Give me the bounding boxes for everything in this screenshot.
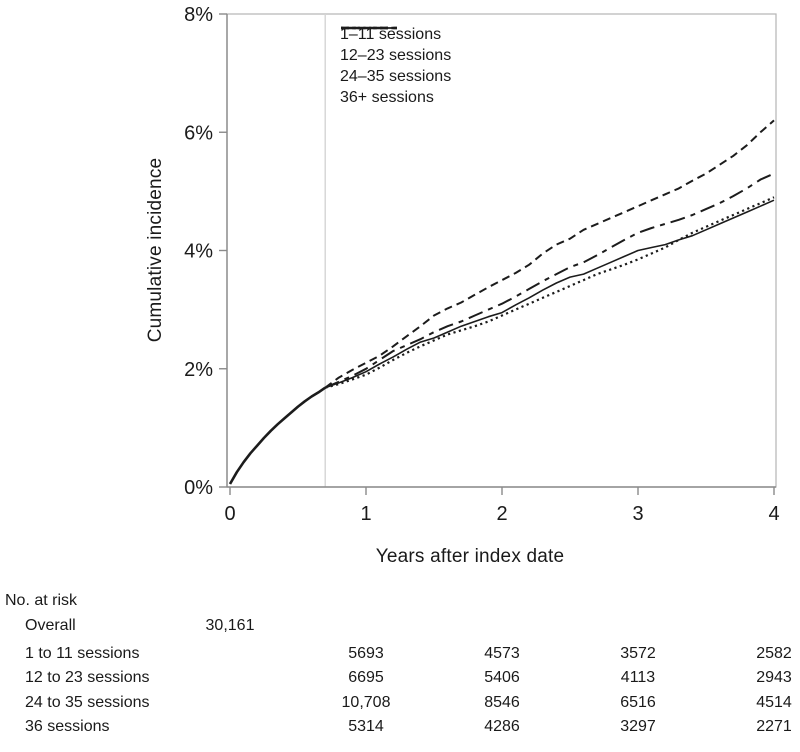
x-tick-label: 2: [496, 503, 508, 525]
risk-row-label: 1 to 11 sessions: [25, 645, 140, 662]
risk-count: 3297: [620, 718, 656, 735]
risk-count: 8546: [484, 694, 520, 711]
risk-count: 2271: [756, 718, 792, 735]
risk-row-label: 36 sessions: [25, 718, 110, 735]
y-axis-title: Cumulative incidence: [145, 157, 166, 343]
risk-count: 4113: [620, 669, 656, 686]
risk-count: 6516: [620, 694, 656, 711]
risk-row-label: 12 to 23 sessions: [25, 669, 150, 686]
risk-count: 5693: [348, 645, 384, 662]
x-tick-label: 0: [224, 503, 236, 525]
risk-count: 10,708: [341, 694, 391, 711]
legend-label: 12–23 sessions: [340, 46, 452, 64]
risk-count: 5406: [484, 669, 520, 686]
risk-count: 4286: [484, 718, 520, 735]
legend-label: 1–11 sessions: [340, 25, 442, 43]
risk-table-title: No. at risk: [5, 592, 78, 609]
legend-label: 24–35 sessions: [340, 67, 452, 85]
risk-count: 2582: [756, 645, 792, 662]
y-tick-label: 2%: [184, 358, 213, 381]
risk-count: 5314: [348, 718, 384, 735]
x-tick-label: 3: [632, 503, 644, 525]
risk-count: 4514: [756, 694, 792, 711]
risk-row-label: Overall: [25, 617, 76, 634]
risk-row-label: 24 to 35 sessions: [25, 694, 150, 711]
risk-count: 6695: [348, 669, 384, 686]
risk-count: 3572: [620, 645, 656, 662]
legend-label: 36+ sessions: [340, 88, 434, 106]
y-tick-label: 4%: [184, 240, 213, 263]
risk-count: 4573: [484, 645, 520, 662]
risk-count: 2943: [756, 669, 792, 686]
x-tick-label: 4: [768, 503, 780, 525]
risk-count: 30,161: [205, 617, 255, 634]
y-tick-label: 6%: [184, 122, 213, 145]
y-tick-label: 8%: [184, 4, 213, 26]
y-tick-label: 0%: [184, 477, 213, 499]
x-tick-label: 1: [360, 503, 372, 525]
x-axis-title: Years after index date: [375, 546, 565, 567]
